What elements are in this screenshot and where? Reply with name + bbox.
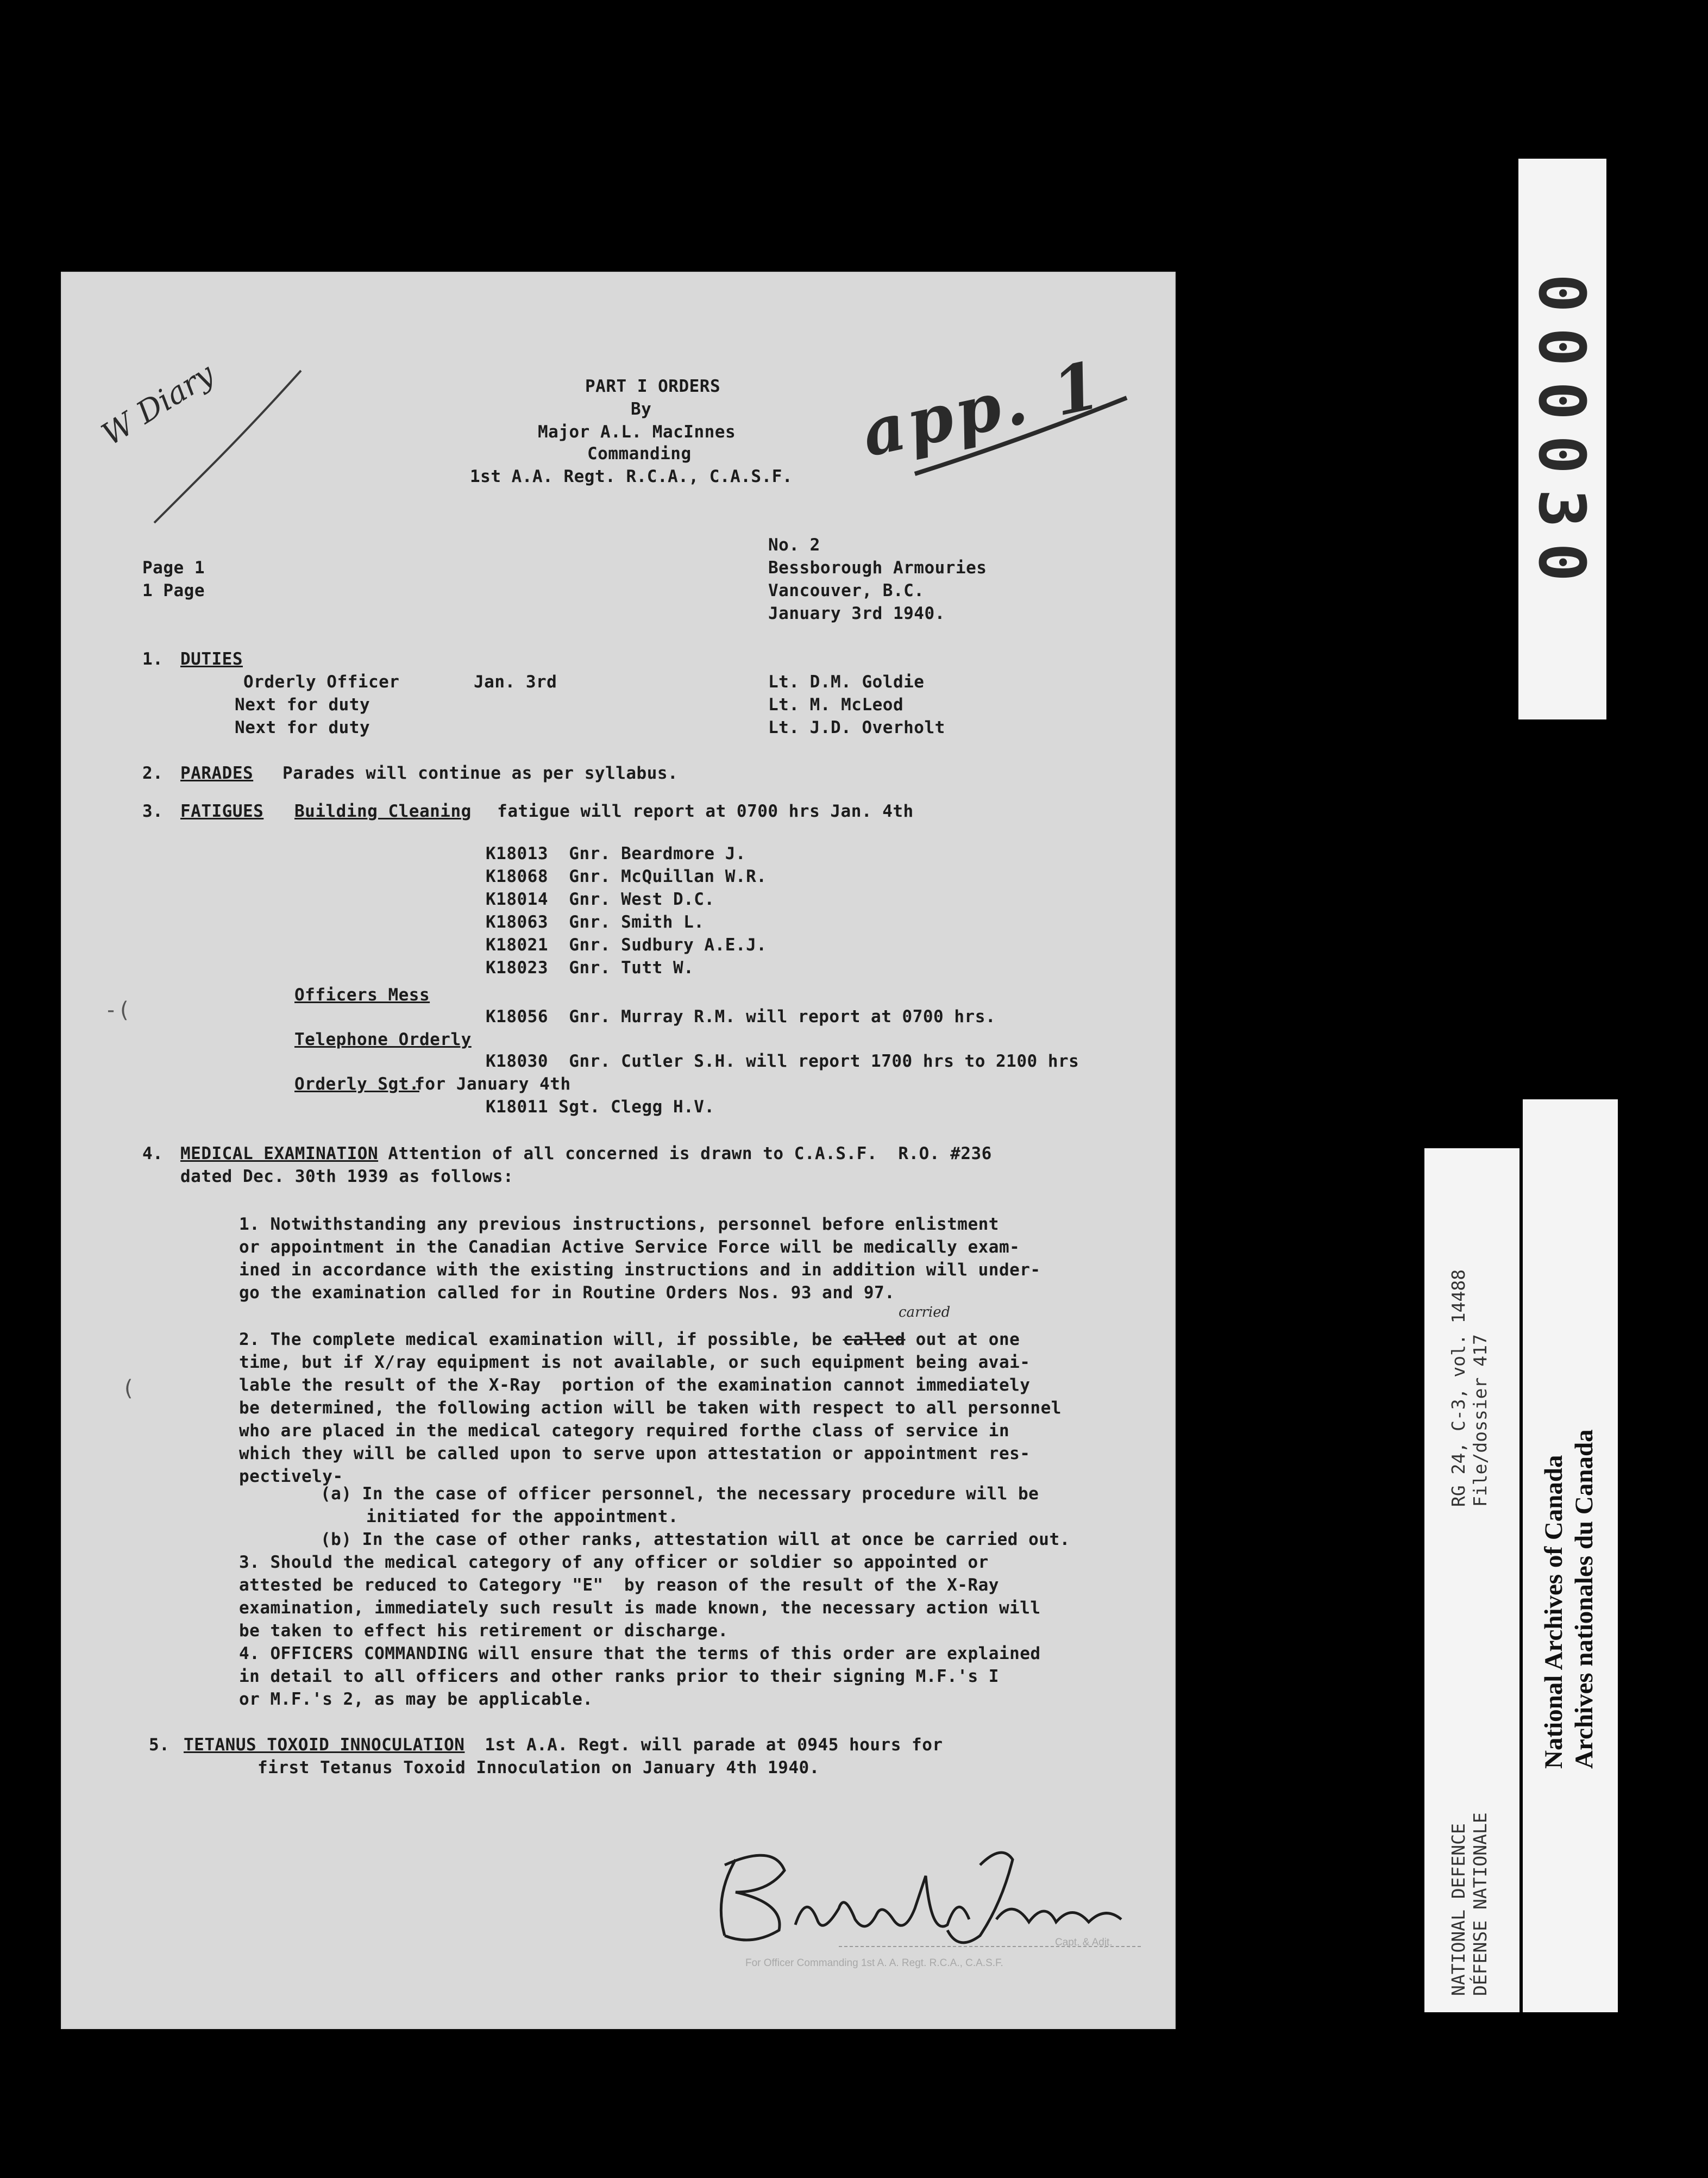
medical-heading: MEDICAL EXAMINATION [180, 1144, 379, 1163]
tetanus-num: 5. [149, 1735, 170, 1755]
archive-number-strip [1518, 159, 1606, 719]
fatigue-man-4: K18063 Gnr. Smith L. [486, 912, 705, 932]
medical-p3-line-3: examination, immediately such result is made known, the necessary action will [239, 1598, 1041, 1618]
margin-punch-mark-2: ( [122, 1376, 135, 1401]
archive-dept-line-2: DÉFENSE NATIONALE [1470, 1812, 1491, 1996]
medical-b-line-1: (b) In the case of other ranks, attestation will at once be carried out. [321, 1530, 1070, 1549]
archive-page-number: 000030 [1524, 273, 1599, 597]
archive-ref-line-1: RG 24, C-3, vol. 14488 [1448, 1269, 1469, 1507]
archive-reference-strip [1424, 1148, 1519, 2012]
orderly-sgt-rest: for January 4th [404, 1074, 571, 1094]
fatigues-num: 3. [142, 802, 164, 821]
nac-name-en: National Archives of Canada [1540, 1455, 1568, 1769]
fatigues-text: fatigue will report at 0700 hrs Jan. 4th [487, 802, 914, 821]
medical-p4-line-3: or M.F.'s 2, as may be applicable. [239, 1689, 593, 1709]
building-cleaning: Building Cleaning [294, 802, 472, 821]
medical-p3-line-4: be taken to effect his retirement or discharge. [239, 1621, 729, 1641]
struck-word: called [843, 1330, 906, 1349]
medical-a-line-1: (a) In the case of officer personnel, the necessary procedure will be [321, 1484, 1039, 1504]
page-number: Page 1 [142, 558, 205, 578]
medical-p2-line-4: be determined, the following action will be taken with respect to all personnel [239, 1398, 1062, 1418]
medical-p2-line-1a: 2. The complete medical examination will, if possible, be [239, 1330, 843, 1349]
doc-by: By [631, 399, 652, 419]
duties-num: 1. [142, 649, 164, 669]
doc-commander: Major A.L. MacInnes [538, 422, 736, 442]
national-archives-strip [1523, 1099, 1618, 2012]
officers-mess-line: K18056 Gnr. Murray R.M. will report at 0700 hrs. [486, 1007, 996, 1027]
doc-commanding: Commanding [587, 444, 692, 464]
handwritten-appendix: app. 1 [855, 346, 1110, 472]
medical-p3-line-1: 3. Should the medical category of any officer or soldier so appointed or [239, 1553, 989, 1572]
medical-intro-2: dated Dec. 30th 1939 as follows: [180, 1167, 514, 1186]
medical-p1-line-1: 1. Notwithstanding any previous instructions, personnel before enlistment [239, 1215, 999, 1234]
duty-who-2: Lt. M. McLeod [768, 695, 904, 715]
nac-name-fr: Archives nationales du Canada [1570, 1429, 1598, 1769]
archive-ref-line-2: File/dossier 417 [1470, 1334, 1491, 1507]
order-date: January 3rd 1940. [768, 604, 945, 623]
fatigue-man-6: K18023 Gnr. Tutt W. [486, 958, 694, 978]
orderly-sgt-line: K18011 Sgt. Clegg H.V. [486, 1097, 715, 1117]
signature-for-line: For Officer Commanding 1st A. A. Regt. R.C.A., C.A.S.F. [745, 1957, 1003, 1969]
officers-mess-heading: Officers Mess [294, 985, 430, 1005]
margin-punch-mark-1: -( [104, 998, 131, 1023]
duty-role-1: Orderly Officer [243, 672, 400, 692]
medical-a-line-2: initiated for the appointment. [366, 1507, 679, 1526]
signature [676, 1811, 1154, 1952]
medical-p2-line-5: who are placed in the medical category required forthe class of service in [239, 1421, 1010, 1441]
fatigue-man-2: K18068 Gnr. McQuillan W.R. [486, 867, 767, 886]
duty-when-1: Jan. 3rd [474, 672, 557, 692]
medical-intro-1: Attention of all concerned is drawn to C.A.S.F. R.O. #236 [367, 1144, 992, 1163]
telephone-orderly-heading: Telephone Orderly [294, 1030, 472, 1049]
medical-p1-line-4: go the examination called for in Routine Orders Nos. 93 and 97. [239, 1283, 895, 1303]
medical-p2-line-1 [239, 1329, 1020, 1350]
telephone-orderly-line: K18030 Gnr. Cutler S.H. will report 1700 hrs to 2100 hrs [486, 1052, 1079, 1071]
duty-role-2: Next for duty [235, 695, 371, 715]
parades-heading: PARADES [180, 763, 254, 783]
fatigues-heading: FATIGUES [180, 802, 264, 821]
duty-role-3: Next for duty [235, 718, 371, 737]
medical-p2-line-2: time, but if X/ray equipment is not available, or such equipment being avai- [239, 1353, 1031, 1372]
page-count: 1 Page [142, 581, 205, 600]
parades-num: 2. [142, 763, 164, 783]
duties-heading: DUTIES [180, 649, 243, 669]
archive-dept-line-1: NATIONAL DEFENCE [1448, 1823, 1469, 1996]
medical-p4-line-2: in detail to all officers and other ranks prior to their signing M.F.'s I [239, 1667, 999, 1686]
parades-text: Parades will continue as per syllabus. [282, 763, 679, 783]
medical-p2-line-6: which they will be called upon to serve upon attestation or appointment res- [239, 1444, 1031, 1463]
handwritten-w-diary: W Diary [96, 356, 221, 453]
medical-num: 4. [142, 1144, 164, 1163]
order-city: Vancouver, B.C. [768, 581, 925, 600]
doc-title: PART I ORDERS [585, 377, 721, 396]
tetanus-line-2: first Tetanus Toxoid Innoculation on January 4th 1940. [258, 1758, 820, 1778]
doc-unit: 1st A.A. Regt. R.C.A., C.A.S.F. [470, 467, 793, 486]
medical-p2-line-3: lable the result of the X-Ray portion of the examination cannot immediately [239, 1375, 1031, 1395]
tetanus-heading: TETANUS TOXOID INNOCULATION [184, 1735, 465, 1755]
medical-p4-line-1: 4. OFFICERS COMMANDING will ensure that the terms of this order are explained [239, 1644, 1041, 1663]
order-sheet [61, 272, 1176, 2029]
order-place: Bessborough Armouries [768, 558, 987, 578]
duty-who-1: Lt. D.M. Goldie [768, 672, 925, 692]
orderly-sgt-heading: Orderly Sgt. [294, 1074, 419, 1094]
margin-stroke [143, 360, 306, 528]
fatigue-man-5: K18021 Gnr. Sudbury A.E.J. [486, 935, 767, 955]
signature-rank: Capt. & Adjt. [1055, 1937, 1113, 1948]
medical-p2-line-7: pectively- [239, 1467, 343, 1486]
medical-p1-line-3: ined in accordance with the existing instructions and in addition will under- [239, 1260, 1041, 1280]
tetanus-line-1: 1st A.A. Regt. will parade at 0945 hours for [464, 1735, 943, 1755]
duty-who-3: Lt. J.D. Overholt [768, 718, 945, 737]
order-number: No. 2 [768, 535, 820, 555]
medical-p1-line-2: or appointment in the Canadian Active Service Force will be medically exam- [239, 1237, 1020, 1257]
fatigue-man-1: K18013 Gnr. Beardmore J. [486, 844, 746, 863]
medical-p3-line-2: attested be reduced to Category "E" by reason of the result of the X-Ray [239, 1575, 999, 1595]
medical-p2-line-1b: out at one [905, 1330, 1020, 1349]
fatigue-man-3: K18014 Gnr. West D.C. [486, 890, 715, 909]
appendix-underline [909, 392, 1138, 479]
handwritten-carried: carried [899, 1304, 951, 1320]
